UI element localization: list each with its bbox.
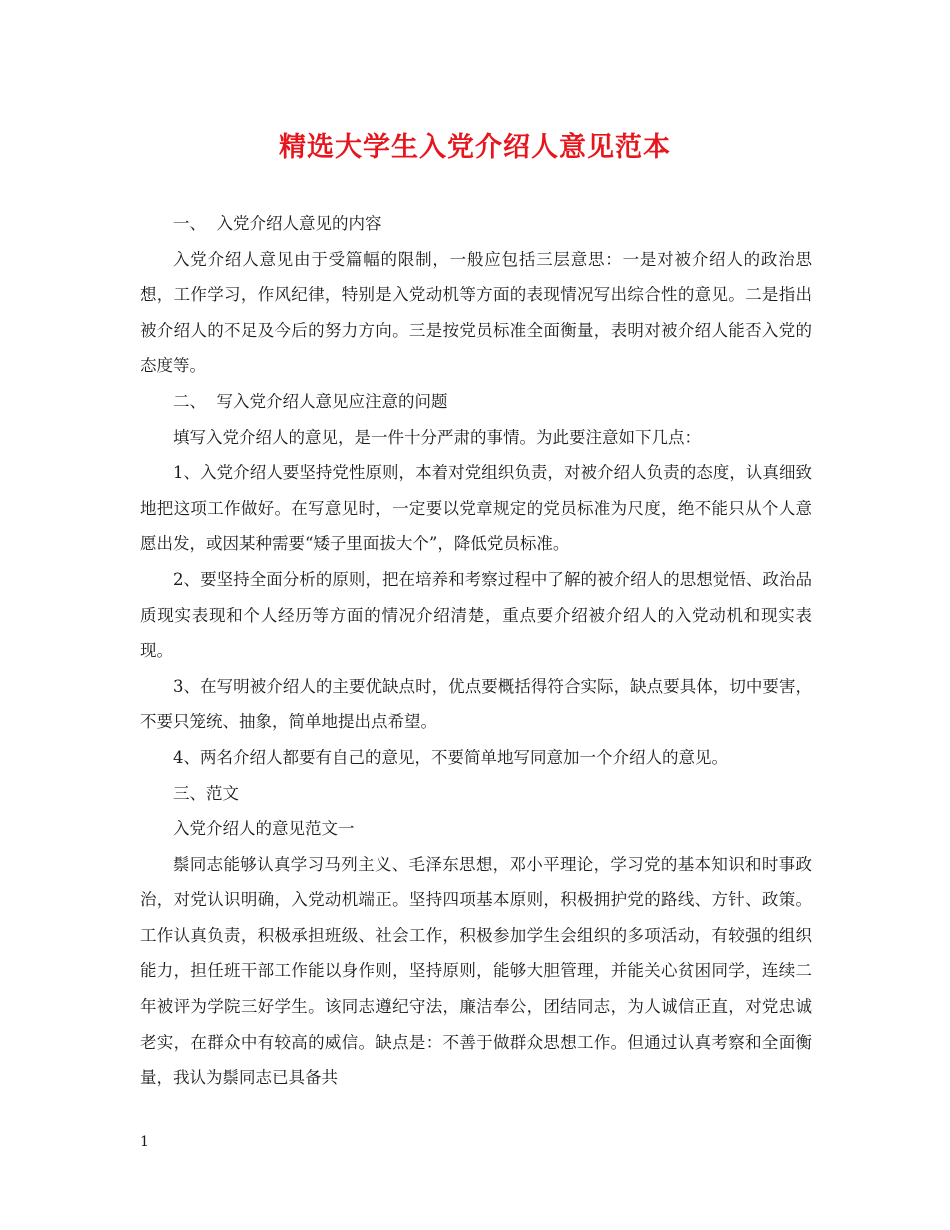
section-heading-1: 一、 入党介绍人意见的内容 xyxy=(173,214,382,233)
document-title: 精选大学生入党介绍人意见范本 xyxy=(279,132,671,163)
list-item-3: 3、在写明被介绍人的主要优缺点时，优点要概括得符合实际，缺点要具体，切中要害，不要只笼统、抽象，简单地提出点希望。 xyxy=(140,676,812,732)
paragraph: 填写入党介绍人的意见，是一件十分严肃的事情。为此要注意如下几点： xyxy=(173,427,701,447)
sample-title: 入党介绍人的意见范文一 xyxy=(173,819,355,839)
list-item-4: 4、两名介绍人都要有自己的意见，不要简单地写同意加一个介绍人的意见。 xyxy=(173,747,728,767)
document-body xyxy=(140,206,812,1096)
page-number: 1 xyxy=(140,1134,149,1150)
section-heading-2: 二、 写入党介绍人意见应注意的问题 xyxy=(173,391,448,411)
paragraph: 入党介绍人意见由于受篇幅的限制，一般应包括三层意思：一是对被介绍人的政治思想，工作学习，作风纪律，特别是入党动机等方面的表现情况写出综合性的意见。二是指出被介绍人的不足及今后的努力方向。三是按党员标准全面衡量，表明对被介绍人能否入党的态度等。 xyxy=(140,249,812,376)
list-item-2: 2、要坚持全面分析的原则，把在培养和考察过程中了解的被介绍人的思想觉悟、政治品质现实表现和个人经历等方面的情况介绍清楚，重点要介绍被介绍人的入党动机和现实表现。 xyxy=(140,569,812,661)
list-item-1: 1、入党介绍人要坚持党性原则，本着对党组织负责，对被介绍人负责的态度，认真细致地把这项工作做好。在写意见时，一定要以党章规定的党员标准为尺度，绝不能只从个人意愿出发，或因某种需要“矮子里面拔大个”，降低党员标准。 xyxy=(140,463,812,554)
section-heading-3: 三、范文 xyxy=(173,783,239,803)
sample-paragraph: 鬃同志能够认真学习马列主义、毛泽东思想，邓小平理论，学习党的基本知识和时事政治，对党认识明确，入党动机端正。坚持四项基本原则，积极拥护党的路线、方针、政策。工作认真负责，积极承担班级、社会工作，积极参加学生会组织的多项活动，有较强的组织能力，担任班干部工作能以身作则，坚持原则，能够大胆管理，并能关心贫困同学，连续二年被评为学院三好学生。该同志遵纪守法，廉洁奉公，团结同志，为人诚信正直，对党忠诚老实，在群众中有较高的威信。缺点是：不善于做群众思想工作。但通过认真考察和全面衡量，我认为鬃同志已具备共 xyxy=(140,854,812,1088)
